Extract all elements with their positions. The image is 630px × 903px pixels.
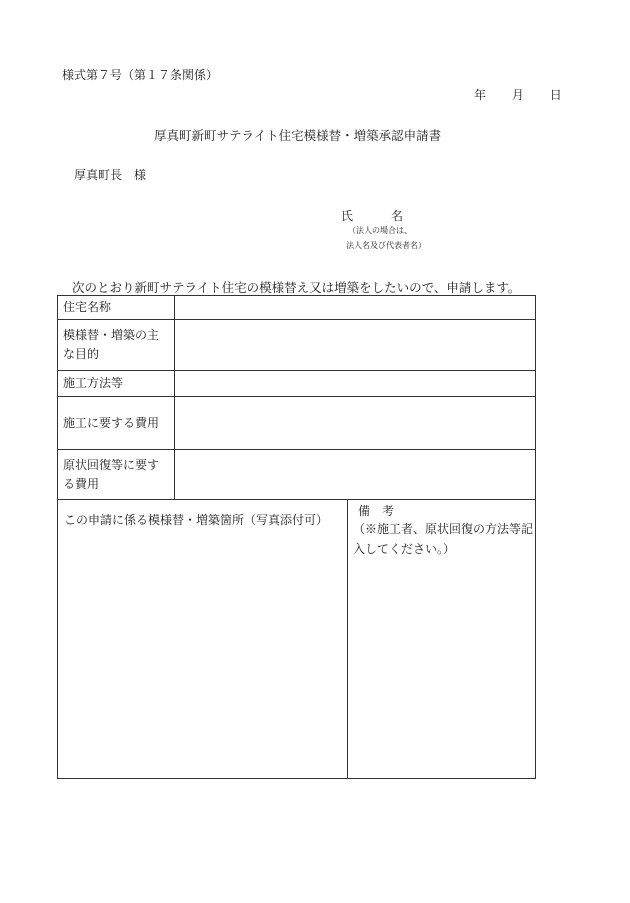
table-row bbox=[58, 450, 536, 500]
form-number: 様式第７号（第１７条関係） bbox=[62, 68, 219, 82]
row-label-restoration-cost: 原状回復等に要する費用 bbox=[58, 450, 175, 500]
date-line bbox=[474, 86, 562, 103]
addressee-name: 厚真町長 bbox=[74, 168, 123, 182]
table-row bbox=[58, 296, 536, 320]
field-purpose[interactable] bbox=[175, 320, 536, 371]
row-label-purpose: 模様替・増築の主な目的 bbox=[58, 320, 175, 371]
row-label-construction-method: 施工方法等 bbox=[58, 371, 175, 397]
field-construction-cost[interactable] bbox=[175, 397, 536, 450]
field-housing-name[interactable] bbox=[175, 296, 536, 320]
row-label-construction-cost: 施工に要する費用 bbox=[58, 397, 175, 450]
applicant-name-char-1: 氏 bbox=[341, 209, 354, 223]
request-sentence: 次のとおり新町サテライト住宅の模様替え又は増築をしたいので、申請します。 bbox=[72, 280, 521, 295]
field-construction-method[interactable] bbox=[175, 371, 536, 397]
row-label-housing-name: 住宅名称 bbox=[58, 296, 175, 320]
locations-label: この申請に係る模様替・増築箇所（写真添付可） bbox=[64, 513, 329, 527]
applicant-name-label bbox=[341, 207, 403, 224]
applicant-note-line-1: （法人の場合は、 bbox=[348, 226, 412, 235]
applicant-note-line-2: 法人名及び代表者名） bbox=[346, 241, 426, 250]
application-table bbox=[57, 295, 536, 500]
remarks-title bbox=[358, 502, 394, 519]
remarks-title-char-2: 考 bbox=[382, 504, 395, 518]
date-year-label: 年 bbox=[474, 88, 487, 102]
applicant-name-char-2: 名 bbox=[391, 209, 404, 223]
date-day-label: 日 bbox=[549, 88, 562, 102]
table-row bbox=[58, 397, 536, 450]
field-restoration-cost[interactable] bbox=[175, 450, 536, 500]
addressee-honorific: 様 bbox=[134, 168, 147, 182]
remarks-note: （※施工者、原状回復の方法等記入してください。） bbox=[353, 522, 534, 556]
column-divider bbox=[347, 499, 348, 778]
remarks-title-char-1: 備 bbox=[358, 504, 371, 518]
document-title: 厚真町新町サテライト住宅模様替・増築承認申請書 bbox=[154, 128, 442, 143]
table-row bbox=[58, 371, 536, 397]
table-row bbox=[58, 320, 536, 371]
addressee bbox=[74, 166, 146, 183]
date-month-label: 月 bbox=[511, 88, 524, 102]
locations-and-remarks-box bbox=[57, 499, 536, 779]
